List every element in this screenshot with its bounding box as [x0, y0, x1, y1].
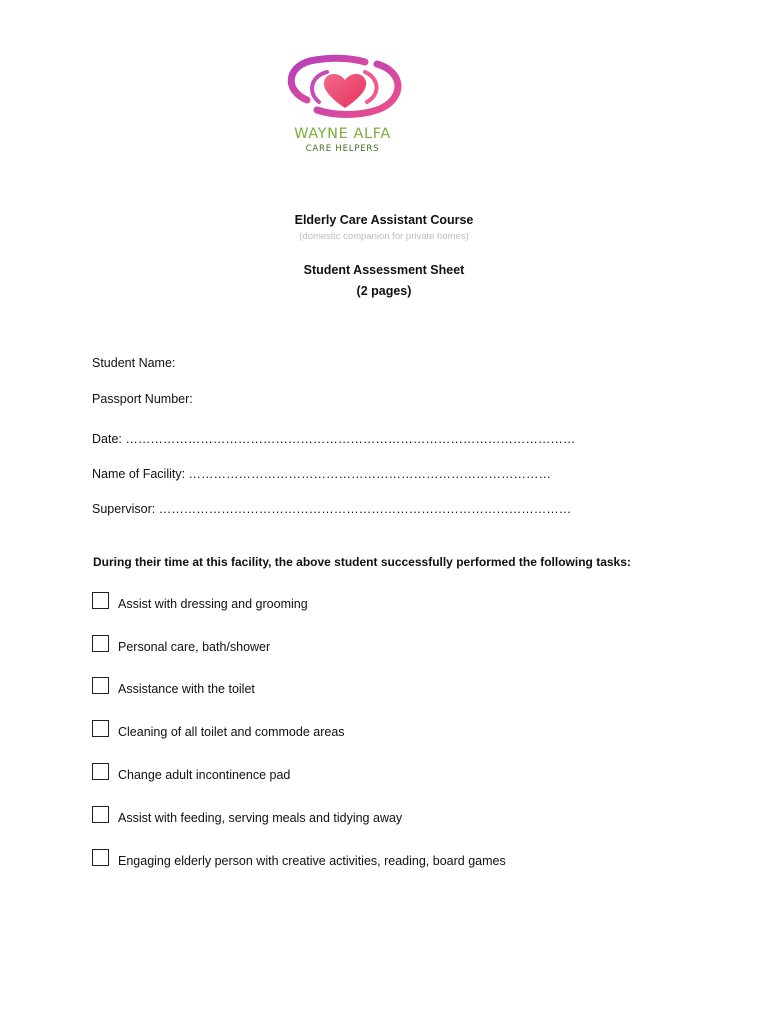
heart-hands-logo-icon [255, 38, 430, 128]
task-label: Personal care, bath/shower [118, 640, 271, 654]
task-label: Engaging elderly person with creative activities, reading, board games [118, 854, 506, 868]
task-checkbox[interactable] [92, 720, 109, 737]
task-checkbox[interactable] [92, 806, 109, 823]
facility-field[interactable]: Name of Facility: …………………………………………………………………………… [92, 467, 552, 481]
task-label: Cleaning of all toilet and commode areas [118, 725, 345, 739]
date-field[interactable]: Date: ……………………………………………………………………………………………… [92, 432, 576, 446]
task-label: Change adult incontinence pad [118, 768, 291, 782]
passport-number-field[interactable]: Passport Number: [92, 392, 193, 406]
sheet-pages: (2 pages) [356, 284, 412, 298]
task-label: Assistance with the toilet [118, 682, 255, 696]
brand-name: WAYNE ALFA [294, 126, 391, 142]
task-label: Assist with dressing and grooming [118, 597, 308, 611]
tasks-intro: During their time at this facility, the above student successfully performed the following tasks: [93, 555, 631, 569]
course-subtitle: (domestic companion for private homes) [299, 231, 469, 242]
task-checkbox[interactable] [92, 592, 109, 609]
course-title: Elderly Care Assistant Course [294, 213, 474, 227]
task-checkbox[interactable] [92, 635, 109, 652]
company-logo [255, 38, 430, 160]
sheet-title: Student Assessment Sheet [303, 263, 465, 277]
task-label: Assist with feeding, serving meals and tidying away [118, 811, 403, 825]
task-checkbox[interactable] [92, 763, 109, 780]
student-name-field[interactable]: Student Name: [92, 356, 176, 370]
brand-tagline: CARE HELPERS [305, 144, 380, 154]
task-checkbox[interactable] [92, 849, 109, 866]
supervisor-field[interactable]: Supervisor: ……………………………………………………………………………………… [92, 502, 572, 516]
task-checkbox[interactable] [92, 677, 109, 694]
